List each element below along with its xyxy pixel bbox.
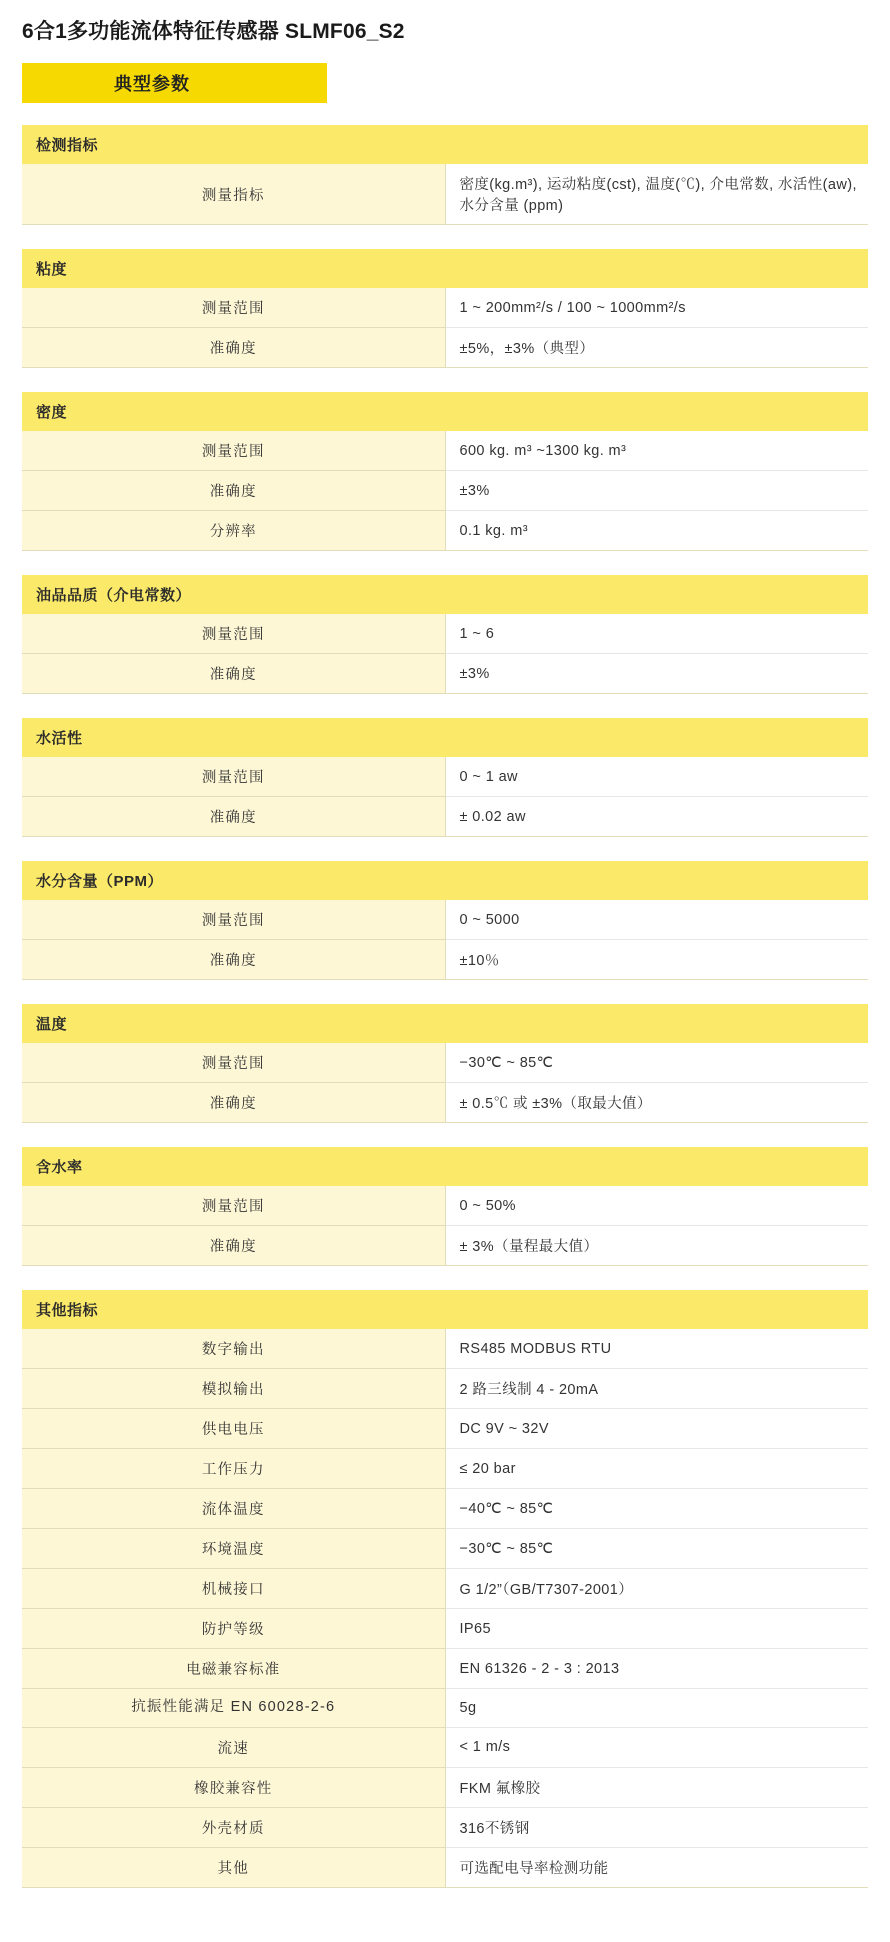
table-row — [22, 1847, 868, 1887]
spec-value: DC 9V ~ 32V — [445, 1409, 868, 1449]
spec-table — [22, 1290, 868, 1888]
spec-label: 测量范围 — [22, 1043, 445, 1083]
page-title: 6合1多功能流体特征传感器 SLMF06_S2 — [22, 20, 405, 43]
spec-value: 0.1 kg. m³ — [445, 511, 868, 551]
table-row — [22, 471, 868, 511]
table-row — [22, 1083, 868, 1123]
spec-block — [22, 1147, 868, 1266]
table-row — [22, 288, 868, 328]
table-row — [22, 757, 868, 797]
spec-block — [22, 1004, 868, 1123]
spec-table — [22, 1147, 868, 1266]
spec-table — [22, 249, 868, 368]
spec-label: 准确度 — [22, 471, 445, 511]
table-row — [22, 1449, 868, 1489]
spec-label: 准确度 — [22, 1083, 445, 1123]
spec-table-header: 温度 — [22, 1004, 868, 1043]
spec-table-header-row — [22, 392, 868, 431]
spec-value: IP65 — [445, 1609, 868, 1649]
spec-table — [22, 125, 868, 225]
table-row — [22, 900, 868, 940]
section-banner — [22, 63, 327, 103]
spec-table-header-row — [22, 249, 868, 288]
spec-value: 316不锈钢 — [445, 1807, 868, 1847]
spec-table — [22, 392, 868, 551]
spec-table-header-row — [22, 1290, 868, 1329]
spec-value: ± 0.02 aw — [445, 797, 868, 837]
spec-value: ≤ 20 bar — [445, 1449, 868, 1489]
table-row — [22, 1727, 868, 1767]
table-row — [22, 431, 868, 471]
table-row — [22, 1569, 868, 1609]
spec-value: −30℃ ~ 85℃ — [445, 1529, 868, 1569]
spec-block — [22, 718, 868, 837]
table-row — [22, 164, 868, 225]
spec-label: 橡胶兼容性 — [22, 1767, 445, 1807]
spec-value: EN 61326 - 2 - 3 : 2013 — [445, 1649, 868, 1689]
spec-label: 测量范围 — [22, 900, 445, 940]
spec-block — [22, 861, 868, 980]
spec-value: 1 ~ 200mm²/s / 100 ~ 1000mm²/s — [445, 288, 868, 328]
spec-block — [22, 392, 868, 551]
spec-label: 流体温度 — [22, 1489, 445, 1529]
spec-label: 防护等级 — [22, 1609, 445, 1649]
table-row — [22, 654, 868, 694]
spec-value: 5g — [445, 1689, 868, 1728]
spec-label: 电磁兼容标准 — [22, 1649, 445, 1689]
spec-table — [22, 718, 868, 837]
spec-table-header-row — [22, 1004, 868, 1043]
spec-block — [22, 125, 868, 225]
table-row — [22, 1609, 868, 1649]
spec-label: 数字输出 — [22, 1329, 445, 1369]
spec-label: 准确度 — [22, 797, 445, 837]
spec-table-header: 其他指标 — [22, 1290, 868, 1329]
spec-label: 准确度 — [22, 328, 445, 368]
spec-table-header: 检测指标 — [22, 125, 868, 164]
spec-label: 机械接口 — [22, 1569, 445, 1609]
spec-value: < 1 m/s — [445, 1727, 868, 1767]
spec-table-header-row — [22, 861, 868, 900]
spec-value: 600 kg. m³ ~1300 kg. m³ — [445, 431, 868, 471]
table-row — [22, 1529, 868, 1569]
spec-table-header-row — [22, 125, 868, 164]
spec-value: 0 ~ 50% — [445, 1186, 868, 1226]
spec-table — [22, 575, 868, 694]
table-row — [22, 1186, 868, 1226]
table-row — [22, 328, 868, 368]
table-row — [22, 1329, 868, 1369]
spec-table-header-row — [22, 575, 868, 614]
spec-table-header: 粘度 — [22, 249, 868, 288]
spec-table-header: 密度 — [22, 392, 868, 431]
table-row — [22, 1043, 868, 1083]
spec-value: FKM 氟橡胶 — [445, 1767, 868, 1807]
spec-value: ±5%，±3%（典型） — [445, 328, 868, 368]
spec-label: 测量范围 — [22, 288, 445, 328]
spec-label: 环境温度 — [22, 1529, 445, 1569]
spec-table — [22, 1004, 868, 1123]
spec-block — [22, 1290, 868, 1888]
table-row — [22, 1489, 868, 1529]
spec-label: 测量指标 — [22, 164, 445, 225]
spec-block — [22, 575, 868, 694]
spec-value: RS485 MODBUS RTU — [445, 1329, 868, 1369]
spec-value: ± 3%（量程最大值） — [445, 1226, 868, 1266]
spec-label: 分辨率 — [22, 511, 445, 551]
spec-label: 流速 — [22, 1727, 445, 1767]
spec-label: 抗振性能满足 EN 60028-2-6 — [22, 1689, 445, 1728]
spec-value: ±10％ — [445, 940, 868, 980]
spec-label: 准确度 — [22, 1226, 445, 1266]
spec-table-header: 水活性 — [22, 718, 868, 757]
table-row — [22, 1767, 868, 1807]
spec-value: −30℃ ~ 85℃ — [445, 1043, 868, 1083]
spec-label: 测量范围 — [22, 1186, 445, 1226]
spec-label: 模拟输出 — [22, 1369, 445, 1409]
table-row — [22, 1807, 868, 1847]
spec-block — [22, 249, 868, 368]
spec-label: 测量范围 — [22, 431, 445, 471]
spec-label: 准确度 — [22, 654, 445, 694]
table-row — [22, 797, 868, 837]
spec-table-header: 油品品质（介电常数） — [22, 575, 868, 614]
table-row — [22, 1649, 868, 1689]
spec-table-header: 水分含量（PPM） — [22, 861, 868, 900]
spec-table-header-row — [22, 718, 868, 757]
table-row — [22, 614, 868, 654]
table-row — [22, 1409, 868, 1449]
spec-label: 工作压力 — [22, 1449, 445, 1489]
spec-label: 外壳材质 — [22, 1807, 445, 1847]
spec-table-header-row — [22, 1147, 868, 1186]
spec-label: 准确度 — [22, 940, 445, 980]
table-row — [22, 511, 868, 551]
table-row — [22, 1226, 868, 1266]
spec-label: 测量范围 — [22, 757, 445, 797]
spec-value: ±3% — [445, 654, 868, 694]
spec-value: −40℃ ~ 85℃ — [445, 1489, 868, 1529]
spec-value: 0 ~ 5000 — [445, 900, 868, 940]
spec-table-header: 含水率 — [22, 1147, 868, 1186]
section-banner-label: 典型参数 — [114, 74, 190, 95]
table-row — [22, 1369, 868, 1409]
spec-value: 1 ~ 6 — [445, 614, 868, 654]
table-row — [22, 940, 868, 980]
spec-value: 密度(kg.m³), 运动粘度(cst), 温度(℃), 介电常数, 水活性(aw), 水分含量 (ppm) — [445, 164, 868, 225]
spec-value: ± 0.5℃ 或 ±3%（取最大值） — [445, 1083, 868, 1123]
spec-value: 2 路三线制 4 - 20mA — [445, 1369, 868, 1409]
spec-label: 其他 — [22, 1847, 445, 1887]
table-row — [22, 1689, 868, 1728]
spec-value: ±3% — [445, 471, 868, 511]
spec-label: 测量范围 — [22, 614, 445, 654]
spec-table — [22, 861, 868, 980]
spec-value: G 1/2”（GB/T7307-2001） — [445, 1569, 868, 1609]
spec-blocks-container — [22, 125, 868, 1888]
spec-label: 供电电压 — [22, 1409, 445, 1449]
spec-value: 可选配电导率检测功能 — [445, 1847, 868, 1887]
spec-value: 0 ~ 1 aw — [445, 757, 868, 797]
